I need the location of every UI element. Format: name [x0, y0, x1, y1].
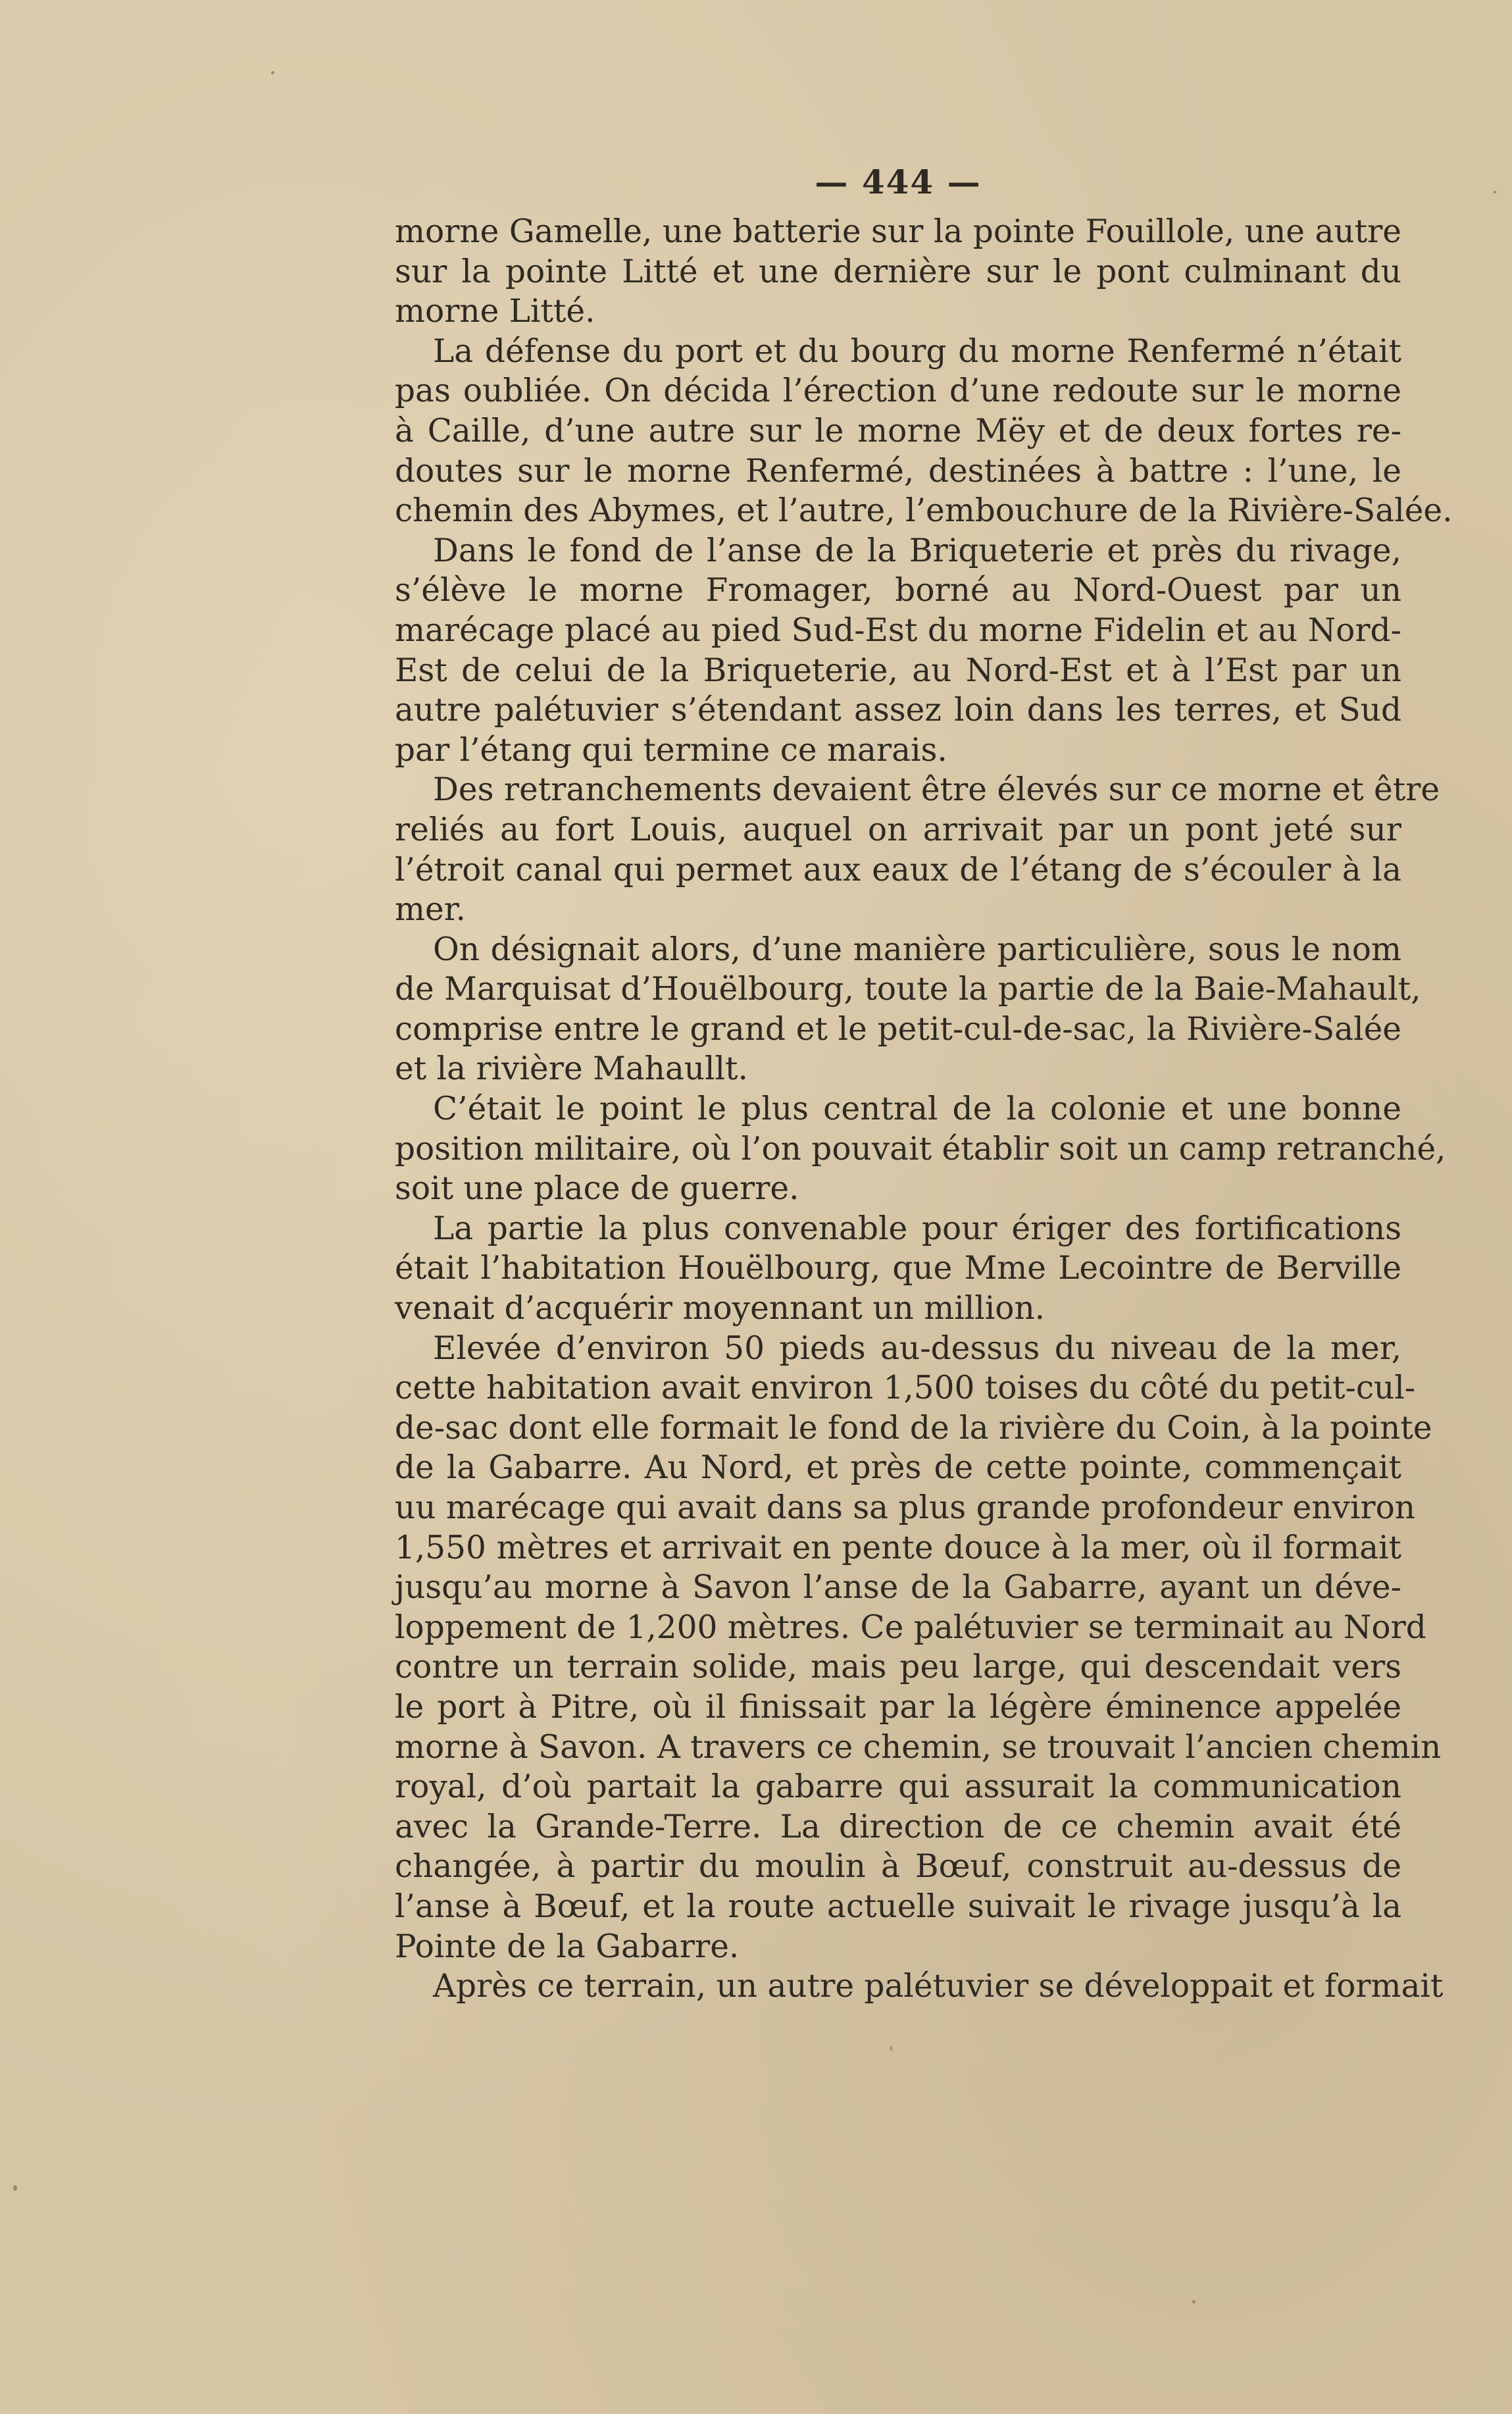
- paragraph-3: [395, 531, 1401, 771]
- text-line: de Marquisat d’Houëlbourg, toute la partie de la Baie-Mahault,: [395, 971, 1421, 1008]
- text-line: morne Litté.: [395, 293, 595, 330]
- text-line: contre un terrain solide, mais peu large, qui descendait vers: [395, 1649, 1401, 1686]
- text-line: Elevée d’environ 50 pieds au-dessus du niveau de la mer,: [433, 1329, 1401, 1367]
- text-line: Après ce terrain, un autre palétuvier se développait et formait: [433, 1968, 1444, 2005]
- text-line: mer.: [395, 891, 466, 929]
- paragraph-8: [395, 1329, 1442, 1967]
- paragraph-7: [395, 1209, 1401, 1329]
- text-line: l’étroit canal qui permet aux eaux de l’étang de s’écouler à la: [395, 851, 1401, 888]
- text-line: cette habitation avait environ 1,500 toises du côté du petit-cul-: [395, 1370, 1416, 1407]
- text-line: le port à Pitre, où il finissait par la légère éminence appelée: [395, 1688, 1401, 1726]
- text-line: pas oubliée. On décida l’érection d’une redoute sur le morne: [395, 372, 1401, 410]
- paragraph-4: [395, 770, 1440, 929]
- text-line: de la Gabarre. Au Nord, et près de cette pointe, commençait: [395, 1449, 1401, 1487]
- text-line: de-sac dont elle formait le fond de la rivière du Coin, à la pointe: [395, 1409, 1432, 1447]
- book-page: [395, 159, 1453, 2007]
- page-number: — 444 —: [815, 163, 982, 201]
- text-line: La partie la plus convenable pour ériger des fortifications: [433, 1210, 1401, 1247]
- text-line: et la rivière Mahaullt.: [395, 1050, 748, 1088]
- text-line: l’anse à Bœuf, et la route actuelle suivait le rivage jusqu’à la: [395, 1888, 1401, 1925]
- text-line: Des retranchements devaient être élevés sur ce morne et être: [433, 771, 1440, 809]
- text-line: sur la pointe Litté et une dernière sur le pont culminant du: [395, 253, 1401, 290]
- paragraph-2: [395, 332, 1453, 531]
- paragraph-6: [395, 1089, 1446, 1209]
- paragraph-9: [395, 1966, 1444, 2007]
- text-line: On désignait alors, d’une manière particulière, sous le nom: [433, 931, 1401, 968]
- text-line: venait d’acquérir moyennant un million.: [395, 1290, 1046, 1327]
- text-line: loppement de 1,200 mètres. Ce palétuvier se terminait au Nord: [395, 1608, 1426, 1646]
- text-line: uu marécage qui avait dans sa plus grande profondeur environ: [395, 1489, 1416, 1526]
- text-line: position militaire, où l’on pouvait établir soit un camp retranché,: [395, 1130, 1446, 1168]
- text-line: était l’habitation Houëlbourg, que Mme Lecointre de Berville: [395, 1250, 1401, 1287]
- text-line: La défense du port et du bourg du morne Renfermé n’était: [433, 332, 1401, 370]
- text-line: morne Gamelle, une batterie sur la pointe Fouillole, une autre: [395, 213, 1401, 250]
- text-line: avec la Grande-Terre. La direction de ce chemin avait été: [395, 1808, 1401, 1845]
- text-line: comprise entre le grand et le petit-cul-de-sac, la Rivière-Salée: [395, 1010, 1401, 1048]
- paragraph-5: [395, 930, 1421, 1089]
- text-line: morne à Savon. A travers ce chemin, se trouvait l’ancien chemin: [395, 1728, 1442, 1766]
- text-line: reliés au fort Louis, auquel on arrivait par un pont jeté sur: [395, 811, 1401, 848]
- text-line: à Caille, d’une autre sur le morne Mëy et de deux fortes re-: [395, 412, 1401, 449]
- text-line: jusqu’au morne à Savon l’anse de la Gabarre, ayant un déve-: [395, 1569, 1401, 1606]
- text-line: par l’étang qui termine ce marais.: [395, 731, 947, 769]
- paper-speck: [271, 71, 274, 74]
- text-line: changée, à partir du moulin à Bœuf, construit au-dessus de: [395, 1848, 1401, 1886]
- text-line: doutes sur le morne Renfermé, destinées à battre : l’une, le: [395, 452, 1401, 490]
- text-line: Pointe de la Gabarre.: [395, 1928, 740, 1965]
- paper-speck: [1494, 191, 1496, 193]
- text-line: marécage placé au pied Sud-Est du morne Fidelin et au Nord-: [395, 611, 1401, 649]
- paragraph-1: [395, 212, 1401, 332]
- paper-speck: [1192, 2300, 1196, 2303]
- paper-speck: [890, 2045, 892, 2051]
- text-line: autre palétuvier s’étendant assez loin dans les terres, et Sud: [395, 692, 1401, 729]
- text-line: Est de celui de la Briqueterie, au Nord-Est et à l’Est par un: [395, 652, 1401, 689]
- text-line: C’était le point le plus central de la colonie et une bonne: [433, 1091, 1401, 1128]
- text-line: soit une place de guerre.: [395, 1170, 799, 1208]
- paper-speck: [13, 2185, 17, 2191]
- text-line: chemin des Abymes, et l’autre, l’embouchure de la Rivière-Salée.: [395, 492, 1453, 530]
- text-line: 1,550 mètres et arrivait en pente douce à la mer, où il formait: [395, 1529, 1401, 1566]
- text-line: Dans le fond de l’anse de la Briqueterie et près du rivage,: [433, 532, 1401, 569]
- text-line: s’élève le morne Fromager, borné au Nord-Ouest par un: [395, 572, 1401, 609]
- text-line: royal, d’où partait la gabarre qui assurait la communication: [395, 1768, 1401, 1806]
